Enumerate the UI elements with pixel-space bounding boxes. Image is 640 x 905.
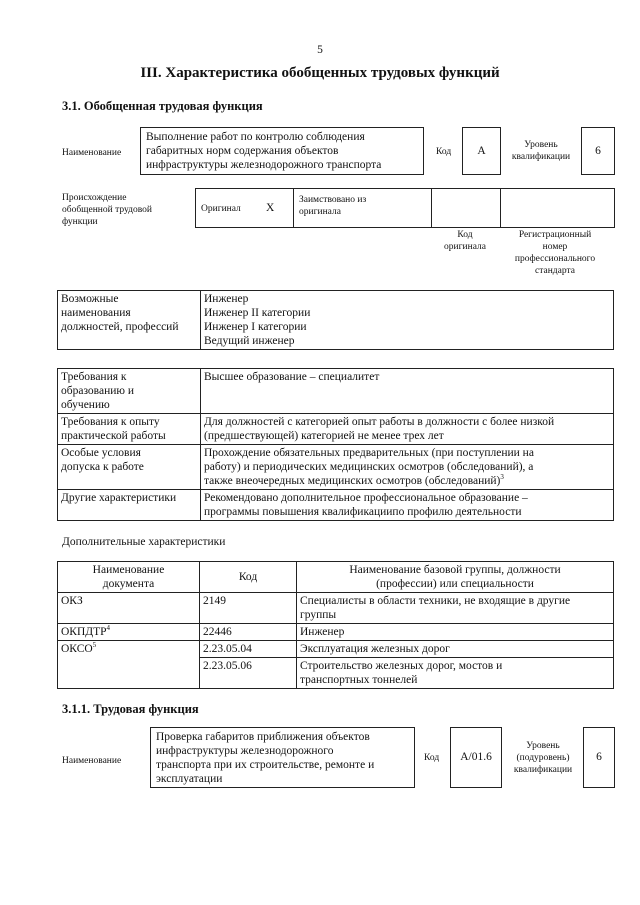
divider xyxy=(293,189,294,227)
requirement-label-line: Особые условия xyxy=(61,447,141,459)
requirements-table xyxy=(57,368,614,521)
footnote-ref: 3 xyxy=(500,473,504,482)
tf-code-value: A/01.6 xyxy=(450,727,502,788)
requirement-label-line: Требования к опыту xyxy=(61,416,160,428)
footnote-ref: 4 xyxy=(106,624,111,633)
requirement-value xyxy=(201,445,614,490)
name-line: Строительство железных дорог, мостов и xyxy=(300,660,503,672)
position-item: Ведущий инженер xyxy=(204,335,295,347)
requirement-label xyxy=(58,414,201,445)
origin-code-label-line: оригинала xyxy=(444,242,486,252)
origin-code-label xyxy=(430,229,500,253)
name-cell xyxy=(297,658,614,689)
table-row xyxy=(58,641,614,658)
requirement-label-line: обучению xyxy=(61,399,110,411)
doc-cell xyxy=(58,641,200,689)
gtf-level-label-line: Уровень xyxy=(524,140,558,150)
requirement-label-line: образованию и xyxy=(61,385,134,397)
col-header-line: документа xyxy=(102,578,155,590)
gtf-name-line: инфраструктуры железнодорожного транспорта xyxy=(146,159,382,171)
gtf-name-box xyxy=(140,127,424,175)
tf-level-value: 6 xyxy=(583,727,615,788)
origin-label xyxy=(62,192,152,228)
requirement-value-line: (предшествующей) категорией не менее трех лет xyxy=(204,430,444,442)
requirement-value xyxy=(201,414,614,445)
gtf-code-value: A xyxy=(462,127,501,175)
tf-level-label-line: Уровень xyxy=(526,741,560,751)
requirement-row xyxy=(58,445,614,490)
origin-label-line: функции xyxy=(62,217,98,227)
positions-table xyxy=(57,290,614,350)
code-cell: 22446 xyxy=(200,624,297,641)
name-line: транспортных тоннелей xyxy=(300,674,418,686)
reg-number-label-line: стандарта xyxy=(535,266,575,276)
divider xyxy=(500,189,501,227)
tf-name-line: транспорта при их строительстве, ремонте и xyxy=(156,759,375,771)
tf-name-line: Проверка габаритов приближения объектов xyxy=(156,731,370,743)
name-cell xyxy=(297,593,614,624)
col-header-doc xyxy=(58,562,200,593)
gtf-level-label-line: квалификации xyxy=(511,152,571,162)
original-label: Оригинал xyxy=(201,204,241,214)
requirement-label-line: допуска к работе xyxy=(61,461,144,473)
tf-level-label-line: квалификации xyxy=(513,765,573,775)
origin-label-line: Происхождение xyxy=(62,193,127,203)
col-header-line: Наименование базовой группы, должности xyxy=(349,564,561,576)
reg-number-label xyxy=(503,229,607,277)
footnote-ref: 5 xyxy=(92,641,97,650)
requirement-row xyxy=(58,490,614,521)
positions-values xyxy=(201,291,614,350)
requirement-label-line: Другие характеристики xyxy=(61,492,177,504)
tf-level-label-line: (подуровень) xyxy=(516,753,570,763)
doc-text: ОКПДТР xyxy=(61,626,107,638)
col-header-name xyxy=(297,562,614,593)
tf-code-label: Код xyxy=(424,753,440,763)
section-title: III. Характеристика обобщенных трудовых функций xyxy=(140,65,500,81)
requirement-value-line: Для должностей с категорией опыт работы в должности с более низкой xyxy=(204,416,555,428)
requirement-value xyxy=(201,369,614,414)
doc-cell xyxy=(58,593,200,624)
reg-number-label-line: Регистрационный xyxy=(518,230,592,240)
doc-text: ОКЗ xyxy=(61,595,83,607)
reg-number-label-line: номер xyxy=(542,242,568,252)
reg-number-label-line: профессионального xyxy=(514,254,596,264)
position-item: Инженер I категории xyxy=(204,321,307,333)
additional-header-row xyxy=(58,562,614,593)
positions-label-line: Возможные xyxy=(61,293,119,305)
requirement-value-line: Прохождение обязательных предварительных (при поступлении на xyxy=(204,447,534,459)
col-header-line: Наименование xyxy=(92,564,165,576)
positions-label xyxy=(58,291,201,350)
gtf-name-label: Наименование xyxy=(62,148,122,158)
col-header-code xyxy=(200,562,297,593)
col-header-line: Код xyxy=(238,571,258,583)
requirement-row xyxy=(58,369,614,414)
name-line: Инженер xyxy=(300,626,345,638)
table-row xyxy=(58,593,614,624)
gtf-name-line: габаритных норм содержания объектов xyxy=(146,145,339,157)
doc-cell xyxy=(58,624,200,641)
origin-code-label-line: Код xyxy=(457,230,473,240)
page-number: 5 xyxy=(317,44,323,56)
requirement-value-line xyxy=(204,474,610,488)
requirement-label xyxy=(58,490,201,521)
tf-name-line: инфраструктуры железнодорожного xyxy=(156,745,334,757)
tf-level-label xyxy=(505,740,581,776)
code-cell: 2149 xyxy=(200,593,297,624)
doc-text: ОКСО xyxy=(61,643,93,655)
origin-box xyxy=(195,188,615,228)
requirement-value-line: программы повышения квалификациипо профилю деятельности xyxy=(204,506,522,518)
name-cell xyxy=(297,641,614,658)
gtf-name-line: Выполнение работ по контролю соблюдения xyxy=(146,131,365,143)
name-line: Эксплуатация железных дорог xyxy=(300,643,450,655)
requirement-value-line: Высшее образование – специалитет xyxy=(204,371,380,383)
name-cell xyxy=(297,624,614,641)
requirement-label xyxy=(58,369,201,414)
positions-row xyxy=(58,291,614,350)
requirement-value xyxy=(201,490,614,521)
tf-name-box xyxy=(150,727,415,788)
table-row xyxy=(58,624,614,641)
borrowed-label-line: Заимствовано из xyxy=(299,195,367,205)
divider xyxy=(431,189,432,227)
positions-label-line: должностей, профессий xyxy=(61,321,179,333)
requirement-row xyxy=(58,414,614,445)
additional-table xyxy=(57,561,614,689)
tf-heading: 3.1.1. Трудовая функция xyxy=(62,702,199,716)
borrowed-label xyxy=(299,194,366,218)
requirement-value-line: работу) и периодических медицинских осмотров (обследований), а xyxy=(204,461,534,473)
name-line: группы xyxy=(300,609,337,621)
borrowed-label-line: оригинала xyxy=(299,207,341,217)
gtf-level-label xyxy=(505,139,577,163)
origin-label-line: обобщенной трудовой xyxy=(62,205,152,215)
requirement-value-text: также внеочередных медицинских осмотров (обследований) xyxy=(204,475,501,487)
tf-name-line: эксплуатации xyxy=(156,773,223,785)
requirement-label-line: Требования к xyxy=(61,371,127,383)
gtf-level-value: 6 xyxy=(581,127,615,175)
col-header-line: (профессии) или специальности xyxy=(376,578,534,590)
code-cell: 2.23.05.06 xyxy=(200,658,297,689)
gtf-code-label: Код xyxy=(436,147,452,157)
position-item: Инженер xyxy=(204,293,249,305)
position-item: Инженер II категории xyxy=(204,307,311,319)
positions-label-line: наименования xyxy=(61,307,131,319)
code-cell: 2.23.05.04 xyxy=(200,641,297,658)
requirement-value-line: Рекомендовано дополнительное профессиональное образование – xyxy=(204,492,528,504)
additional-heading: Дополнительные характеристики xyxy=(62,536,226,548)
original-mark: X xyxy=(266,202,275,214)
gtf-heading: 3.1. Обобщенная трудовая функция xyxy=(62,99,263,113)
name-line: Специалисты в области техники, не входящие в другие xyxy=(300,595,571,607)
requirement-label-line: практической работы xyxy=(61,430,166,442)
requirement-label xyxy=(58,445,201,490)
tf-name-label: Наименование xyxy=(62,756,122,766)
